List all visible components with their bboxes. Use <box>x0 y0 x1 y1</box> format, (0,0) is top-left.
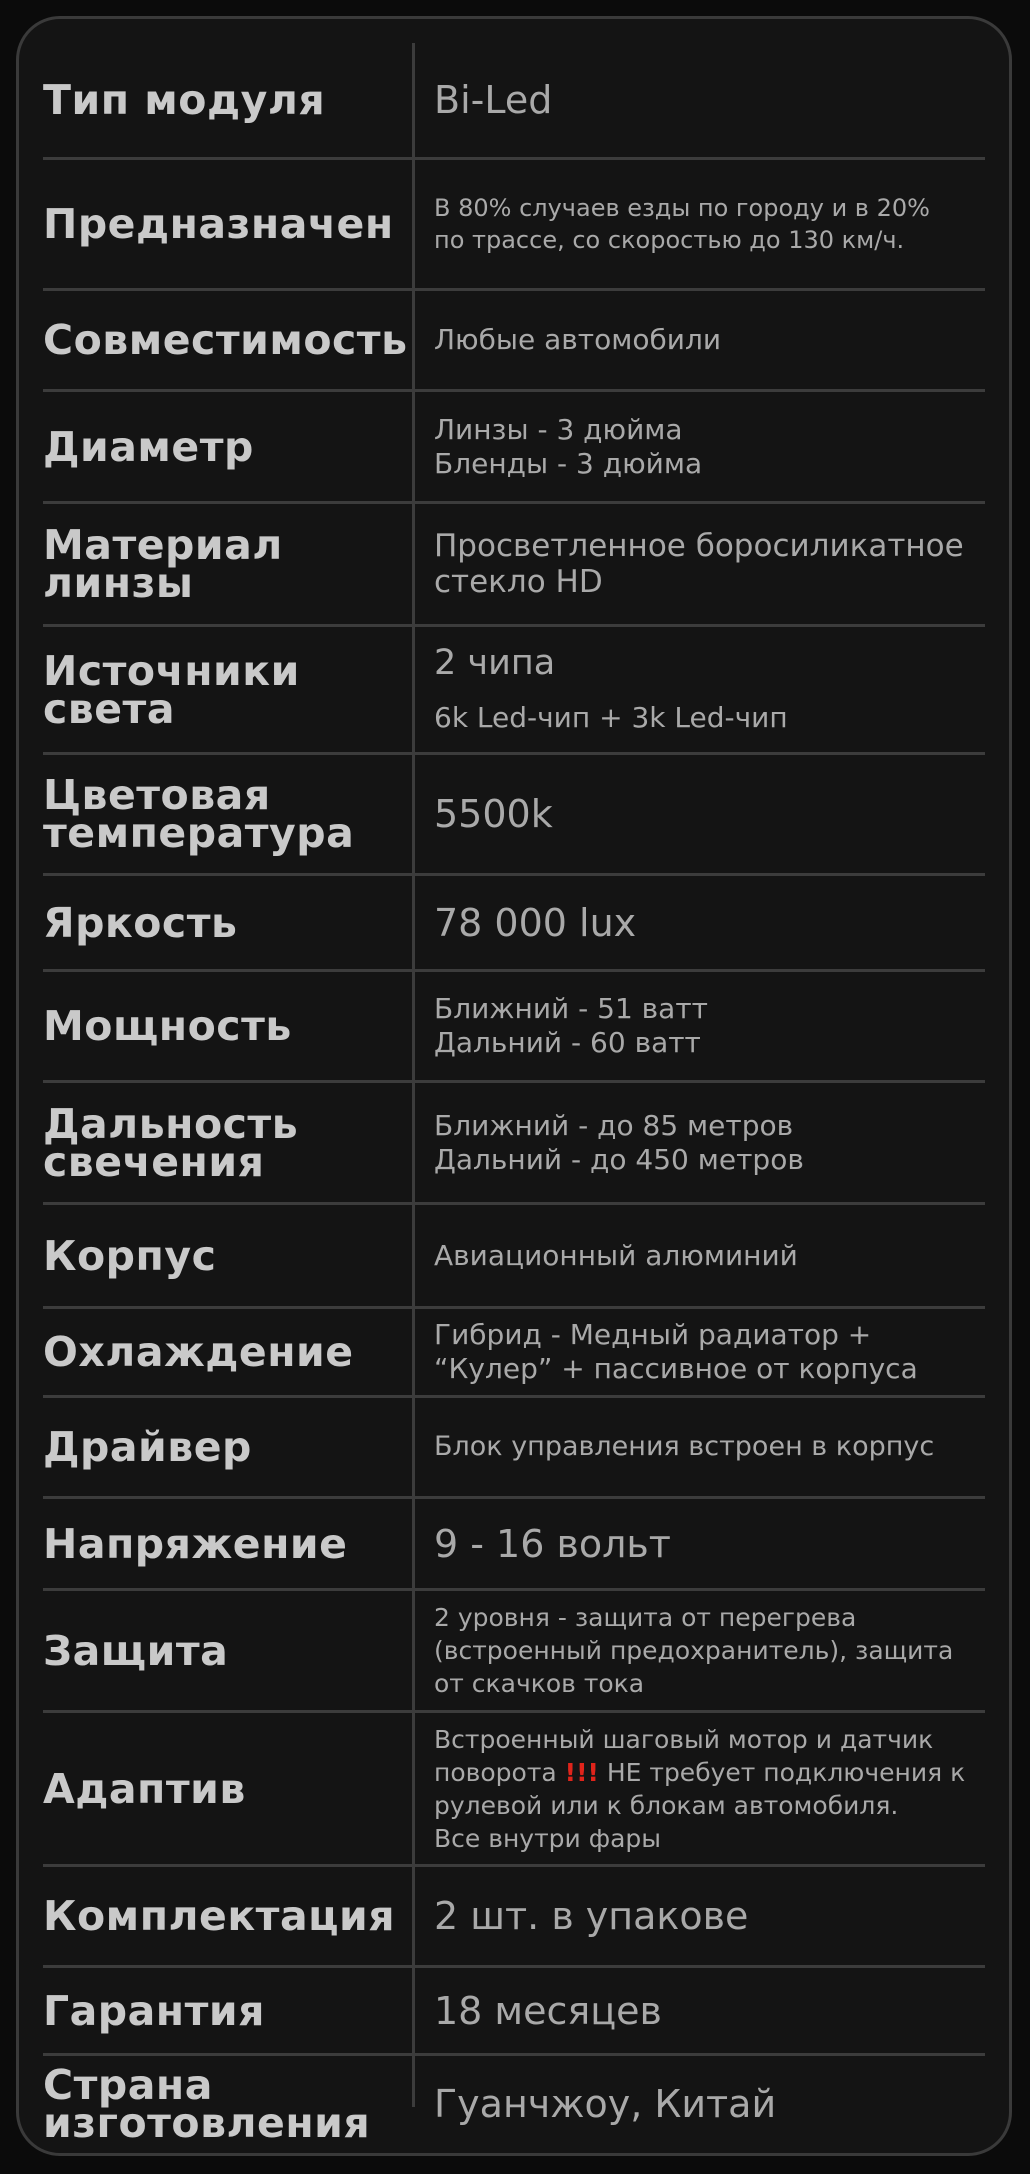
spec-value <box>412 1723 985 1855</box>
spec-row-light-range <box>43 1083 985 1205</box>
spec-label: Гарантия <box>43 1986 265 2035</box>
spec-value: 9 - 16 вольт <box>434 1521 671 1566</box>
spec-value: Любые автомобили <box>434 323 722 356</box>
spec-label: Источники света <box>43 646 300 733</box>
spec-label: Диаметр <box>43 422 254 471</box>
spec-value: Ближний - до 85 метров Дальний - до 450 метров <box>434 1108 804 1176</box>
spec-card <box>16 16 1012 2156</box>
spec-label: Совместимость <box>43 316 408 364</box>
spec-row-voltage <box>43 1499 985 1591</box>
warning-marks: !!! <box>564 1757 599 1787</box>
spec-label: Тип модуля <box>43 76 326 124</box>
spec-value: 5500k <box>434 792 553 836</box>
spec-value: 78 000 lux <box>434 900 637 945</box>
spec-label: Защита <box>43 1626 229 1675</box>
spec-row-diameter <box>43 392 985 504</box>
spec-value: Bi-Led <box>434 78 553 122</box>
spec-value-part: НЕ требует подключения к рулевой или к блокам автомобиля. Все внутри фары <box>434 1757 966 1853</box>
spec-row-brightness <box>43 876 985 972</box>
spec-row-housing <box>43 1205 985 1309</box>
spec-value-main: 2 чипа <box>434 643 556 683</box>
spec-value: Ближний - 51 ватт Дальний - 60 ватт <box>434 992 708 1059</box>
spec-label: Яркость <box>43 898 238 947</box>
spec-label: Охлаждение <box>43 1328 354 1376</box>
spec-value-sub: 6k Led-чип + 3k Led-чип <box>434 701 788 734</box>
spec-row-adaptive <box>43 1713 985 1867</box>
spec-label: Напряжение <box>43 1519 348 1568</box>
spec-value: Гибрид - Медный радиатор + “Кулер” + пассивное от корпуса <box>434 1318 918 1385</box>
spec-row-driver <box>43 1398 985 1499</box>
spec-label: Страна изготовления <box>43 2061 371 2147</box>
spec-value: 2 шт. в упакове <box>434 1894 749 1938</box>
spec-label: Материал линзы <box>43 521 283 607</box>
spec-value: Авиационный алюминий <box>434 1238 798 1272</box>
spec-row-lens-material <box>43 504 985 627</box>
spec-row-power <box>43 972 985 1083</box>
spec-value: Линзы - 3 дюйма Бленды - 3 дюйма <box>434 412 703 480</box>
spec-row-purpose <box>43 160 985 291</box>
spec-label: Драйвер <box>43 1423 252 1471</box>
spec-label: Предназначен <box>43 200 394 248</box>
spec-label: Корпус <box>43 1231 217 1280</box>
spec-row-color-temperature <box>43 755 985 876</box>
spec-label: Дальность свечения <box>43 1099 299 1186</box>
spec-value: 2 уровня - защита от перегрева (встроенный предохранитель), защита от скачков тока <box>434 1603 954 1698</box>
spec-label: Комплектация <box>43 1892 396 1940</box>
spec-row-protection <box>43 1591 985 1713</box>
spec-row-country <box>43 2056 985 2152</box>
spec-value <box>412 625 985 754</box>
spec-value-part: Встроенный шаговый мотор и датчик поворота <box>434 1724 934 1787</box>
spec-value: Блок управления встроен в корпус <box>434 1431 935 1462</box>
spec-label: Адаптив <box>43 1764 246 1813</box>
spec-row-package <box>43 1867 985 1968</box>
spec-row-cooling <box>43 1309 985 1398</box>
spec-row-warranty <box>43 1968 985 2056</box>
spec-row-light-sources <box>43 627 985 755</box>
spec-value: 18 месяцев <box>434 1988 662 2033</box>
spec-row-module-type <box>43 43 985 160</box>
spec-label: Цветовая температура <box>43 771 355 857</box>
spec-value: Гуанчжоу, Китай <box>434 2082 777 2126</box>
spec-label: Мощность <box>43 1002 292 1050</box>
spec-value: В 80% случаев езды по городу и в 20% по трассе, со скоростью до 130 км/ч. <box>434 194 930 254</box>
spec-row-compatibility <box>43 291 985 392</box>
spec-value: Просветленное боросиликатное стекло HD <box>434 528 964 600</box>
